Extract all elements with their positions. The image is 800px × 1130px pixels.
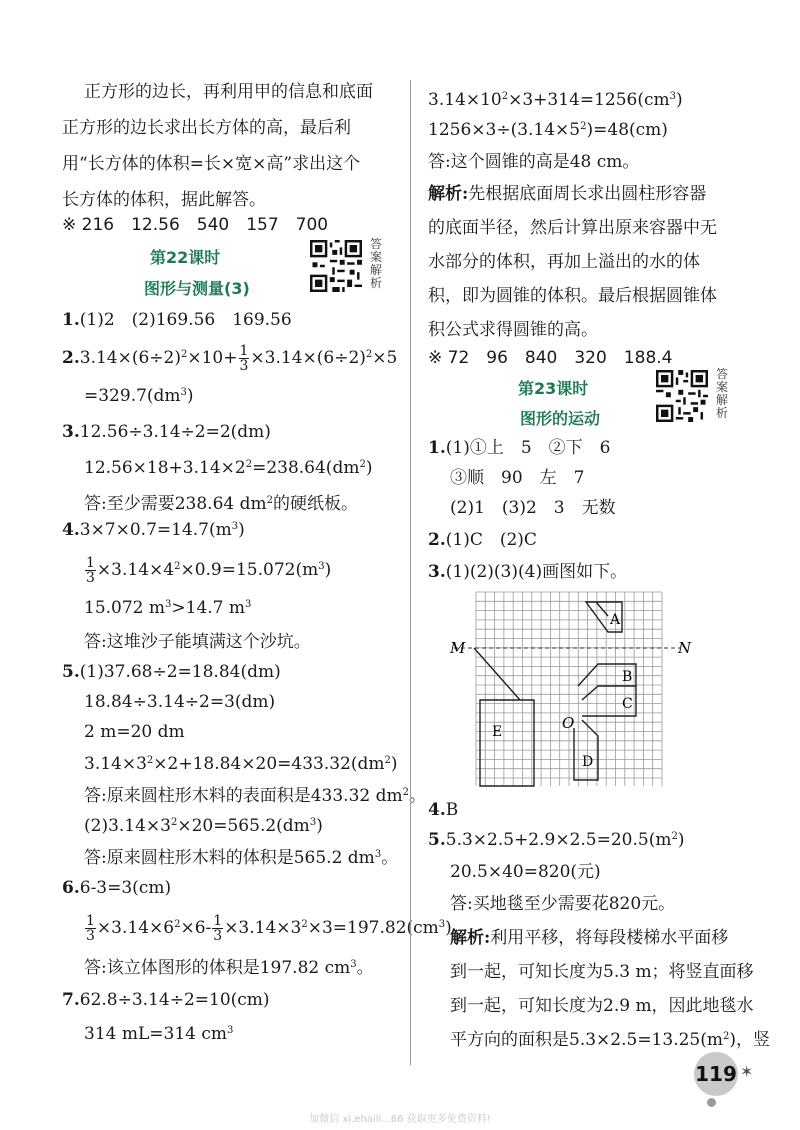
q5-line-6: $(2)3.14\times 3^2\times 20=565.2(dm^3)$ [84,816,323,836]
lesson-subtitle-2: 图形的运动 [520,409,601,428]
lesson-title: 第22课时 [150,248,221,267]
analysis-2-line-1: 解析:利用平移，将每段楼梯水平面移 [450,928,729,948]
analysis-1-line-1: 解析:先根据底面周长求出圆柱形容器 [428,184,707,204]
r-q3: 3.(1)(2)(3)(4)画图如下。 [428,562,628,582]
label-o: O [562,714,575,732]
fraction: $\frac{1}{3}$ [239,343,249,374]
right-top-line-2: $1256\times 3\div(3.14\times 5^2)=48(cm)$ [428,120,668,140]
r-q1-line-3: (2)1 (3)2 3 无数 [450,498,616,518]
q1: 1.(1)2 (2)169.56 169.56 [62,310,292,330]
right-top-answer: 答:这个圆锥的高是48 cm。 [428,152,640,172]
qr-code-icon [656,370,708,422]
label-c: C [622,696,633,712]
page-decoration: ✶ [740,1062,754,1081]
qr-label: 答案解析 [370,237,383,290]
r-q1-line-2: ③顺 90 左 7 [450,468,585,488]
star-answers: ※ 216 12.56 540 157 700 [62,215,329,235]
analysis-1-line-5: 积公式求得圆锥的高。 [428,320,598,340]
r-q4: 4.B [428,800,459,820]
grid-lines [476,592,662,786]
label-b: B [622,669,633,685]
fraction: $\frac{1}{3}$ [86,913,95,944]
analysis-2-line-2: 到一起，可知长度为5.3 m；将竖直面移 [450,962,754,982]
label-e: E [492,724,503,740]
q3-answer: 答:至少需要238.64 $dm^2$的硬纸板。 [84,494,358,514]
q7-line-1: 7.62.8÷3.14÷2=10(cm) [62,990,270,1010]
q4-line-2: $\frac{1}{3}$ $\times 3.14\times 4^2\times 0.9=15.072(m^3)$ [86,555,332,586]
analysis-2-line-4: 平方向的面积是$5.3\times 2.5=13.25(m^2)$，竖 [450,1030,770,1050]
label-d: D [582,754,594,770]
q7-line-2: 314 mL=314 $cm^3$ [84,1024,234,1044]
label-m: M [450,639,466,657]
page-dot [707,1098,716,1107]
intro-line-3: 用“长方体的体积=长×宽×高”求出这个 [62,154,361,174]
q5-line-4: $3.14\times 3^2\times 2+18.84\times 20=433.32(dm^2)$ [84,754,398,774]
right-top-line-1: $3.14\times 10^2\times 3+314=1256(cm^3)$ [428,90,683,110]
label-a: A [610,612,621,628]
r-q1-line-1: 1.(1)①上 5 ②下 6 [428,438,611,458]
lesson-subtitle: 图形与测量(3) [144,279,250,298]
q5-line-1: 5.(1)37.68÷2=18.84(dm) [62,662,281,682]
page-number: 119 [694,1052,738,1096]
q4-line-3: 15.072 $m^3>14.7$ $m^3$ [84,598,252,618]
analysis-2-line-3: 到一起，可知长度为2.9 m，因此地毯水 [450,996,754,1016]
transformation-grid-figure [448,590,698,790]
qr-label-2: 答案解析 [716,367,729,420]
q6-line-2: $\frac{1}{3}$ $\times 3.14\times 6^2\times 6-$ $\frac{1}{3}$ $\times 3.14\times 3^2\times 3=197.82(cm^3)$ [86,913,452,944]
q5-answer-1: 答:原来圆柱形木料的表面积是433.32 $dm^2$。 [84,786,426,806]
q5-line-3: 2 m=20 dm [84,722,185,742]
analysis-1-line-4: 积，即为圆锥的体积。最后根据圆锥体 [428,286,717,306]
q3-line-1: 3.12.56÷3.14÷2=2(dm) [62,422,271,442]
q2-line-2: $=329.7(dm^3)$ [84,386,194,406]
q2-line-1: $2.3.14\times(6\div 2)^2\times 10+$ $\frac{1}{3}$ $\times 3.14\times(6\div 2)^2\times 5$ [62,343,398,374]
fraction: $\frac{1}{3}$ [213,913,223,944]
q6-line-1: 6.6-3=3(cm) [62,878,172,898]
watermark: 加微信 xi.ehaili...66 获取更多免费资料! [309,1114,491,1125]
column-divider [410,80,411,1065]
q5-answer-2: 答:原来圆柱形木料的体积是565.2 $dm^3$。 [84,848,399,868]
q4-answer: 答:这堆沙子能填满这个沙坑。 [84,632,311,652]
r-q5-line-2: 20.5×40=820(元) [450,862,601,882]
q5-line-2: 18.84÷3.14÷2=3(dm) [84,692,276,712]
q3-line-2: $12.56\times 18+3.14\times 2^2=238.64(dm^2)$ [84,458,373,478]
q4-line-1: $4.3\times 7\times 0.7=14.7(m^3)$ [62,520,245,540]
r-q2: 2.(1)C (2)C [428,530,537,550]
fraction: $\frac{1}{3}$ [86,555,95,586]
intro-line-1: 正方形的边长，再利用甲的信息和底面 [84,82,373,102]
intro-line-2: 正方形的边长求出长方体的高，最后利 [62,118,351,138]
r-q5-answer: 答:买地毯至少需要花820元。 [450,894,676,914]
qr-code-icon [310,240,362,292]
lesson-title-2: 第23课时 [518,379,589,398]
intro-line-4: 长方体的体积，据此解答。 [62,190,266,210]
analysis-1-line-2: 的底面半径，然后计算出原来容器中无 [428,218,717,238]
q6-answer: 答:该立体图形的体积是197.82 $cm^3$。 [84,958,374,978]
r-q5-line-1: $5.5.3\times 2.5+2.9\times 2.5=20.5(m^2)$ [428,830,685,850]
label-n: N [678,639,692,657]
star-answers-2: ※ 72 96 840 320 188.4 [428,348,673,368]
analysis-1-line-3: 水部分的体积，再加上溢出的水的体 [428,252,700,272]
